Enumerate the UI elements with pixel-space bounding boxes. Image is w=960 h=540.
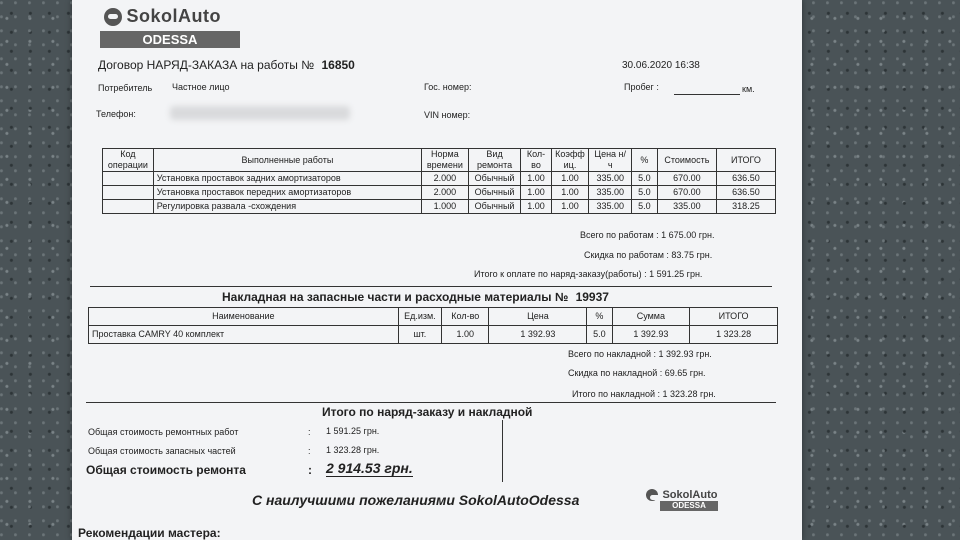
cell: 1.00	[521, 200, 551, 214]
logo-mark-icon	[646, 489, 658, 501]
mileage-underline	[674, 94, 740, 95]
footer-brand-city: ODESSA	[660, 501, 718, 511]
cell: 5.0	[631, 186, 657, 200]
colon: :	[308, 427, 311, 437]
col-header: Кол-во	[442, 308, 489, 326]
summary-divider	[502, 420, 503, 482]
cell: Обычный	[468, 186, 521, 200]
cell: 670.00	[657, 172, 716, 186]
divider	[86, 402, 776, 403]
col-header: Цена н/ч	[589, 149, 631, 172]
col-header: ИТОГО	[716, 149, 775, 172]
recommendations-label: Рекомендации мастера:	[78, 526, 221, 540]
col-header: Кол-во	[521, 149, 551, 172]
col-header: Сумма	[612, 308, 690, 326]
col-header: Цена	[489, 308, 587, 326]
cell: 1 323.28	[690, 326, 778, 344]
contract-title	[98, 58, 355, 72]
cell	[103, 200, 154, 214]
order-document	[72, 0, 802, 540]
overall-cost-label: Общая стоимость ремонта	[86, 463, 246, 477]
cell: 670.00	[657, 186, 716, 200]
invoice-to-pay: Итого по накладной : 1 323.28 грн.	[572, 389, 716, 399]
col-header: %	[587, 308, 612, 326]
wishes-text: С наилучшими пожеланиями SokolAutoOdessa	[252, 492, 580, 508]
col-header: Ед.изм.	[398, 308, 441, 326]
cell: 2.000	[422, 186, 469, 200]
cell: 1 392.93	[489, 326, 587, 344]
cell: 335.00	[589, 172, 631, 186]
col-header: Стоимость	[657, 149, 716, 172]
brand-logo	[104, 6, 221, 27]
cell: Проставка CAMRY 40 комплект	[89, 326, 399, 344]
plate-label: Гос. номер:	[424, 82, 472, 92]
col-header: Коэфф иц.	[551, 149, 589, 172]
cell: 1.00	[521, 172, 551, 186]
col-header: Вид ремонта	[468, 149, 521, 172]
phone-label: Телефон:	[96, 109, 136, 119]
consumer-value: Частное лицо	[172, 82, 230, 92]
cell: 5.0	[587, 326, 612, 344]
table-row	[103, 186, 776, 200]
redacted-phone	[170, 106, 350, 120]
colon: :	[308, 463, 312, 477]
contract-title-text: Договор НАРЯД-ЗАКАЗА на работы №	[98, 58, 315, 72]
cell: 5.0	[631, 172, 657, 186]
parts-cost-value: 1 323.28 грн.	[326, 445, 380, 455]
cell: Обычный	[468, 172, 521, 186]
cell: 1.000	[422, 200, 469, 214]
brand-name: SokolAuto	[126, 6, 221, 26]
parts-cost-label: Общая стоимость запасных частей	[88, 446, 236, 456]
table-row	[103, 172, 776, 186]
works-total: Всего по работам : 1 675.00 грн.	[580, 230, 715, 240]
repair-cost-value: 1 591.25 грн.	[326, 426, 380, 436]
col-header: Выполненные работы	[153, 149, 421, 172]
order-datetime: 30.06.2020 16:38	[622, 60, 700, 71]
summary-title: Итого по наряд-заказу и накладной	[322, 405, 533, 419]
cell	[103, 172, 154, 186]
col-header: Наименование	[89, 308, 399, 326]
invoice-total: Всего по накладной : 1 392.93 грн.	[568, 349, 712, 359]
overall-cost-value: 2 914.53 грн.	[326, 460, 413, 476]
invoice-title-text: Накладная на запасные части и расходные материалы №	[222, 290, 569, 304]
cell: Установка проставок передних амортизаторов	[153, 186, 421, 200]
cell: Установка проставок задних амортизаторов	[153, 172, 421, 186]
invoice-number: 19937	[575, 290, 609, 304]
cell: 1.00	[442, 326, 489, 344]
cell: 2.000	[422, 172, 469, 186]
cell: 335.00	[589, 186, 631, 200]
cell: 335.00	[589, 200, 631, 214]
cell: 5.0	[631, 200, 657, 214]
table-row	[89, 326, 778, 344]
cell: 1.00	[521, 186, 551, 200]
colon: :	[308, 446, 311, 456]
invoice-table	[88, 307, 778, 344]
col-header: Норма времени	[422, 149, 469, 172]
cell: 335.00	[657, 200, 716, 214]
cell: шт.	[398, 326, 441, 344]
cell: 1.00	[551, 186, 589, 200]
table-row	[103, 200, 776, 214]
cell: 636.50	[716, 186, 775, 200]
col-header: ИТОГО	[690, 308, 778, 326]
works-table	[102, 148, 776, 214]
brand-city: ODESSA	[100, 31, 240, 48]
footer-brand-name: SokolAuto	[662, 488, 718, 501]
mileage-label: Пробег :	[624, 82, 659, 92]
contract-number: 16850	[321, 58, 355, 72]
works-table-header	[103, 149, 776, 172]
consumer-label: Потребитель	[98, 83, 153, 93]
vin-label: VIN номер:	[424, 110, 471, 120]
logo-mark-icon	[104, 8, 122, 26]
cell: Регулировка развала -схождения	[153, 200, 421, 214]
cell: 318.25	[716, 200, 775, 214]
cell: 1.00	[551, 200, 589, 214]
works-discount: Скидка по работам : 83.75 грн.	[584, 250, 713, 260]
invoice-table-header	[89, 308, 778, 326]
col-header: Код операции	[103, 149, 154, 172]
col-header: %	[631, 149, 657, 172]
cell: Обычный	[468, 200, 521, 214]
invoice-title	[222, 290, 609, 304]
works-to-pay: Итого к оплате по наряд-заказу(работы) : 1 591.25 грн.	[474, 269, 703, 279]
invoice-discount: Скидка по накладной : 69.65 грн.	[568, 368, 706, 378]
repair-cost-label: Общая стоимость ремонтных работ	[88, 427, 239, 437]
cell	[103, 186, 154, 200]
cell: 636.50	[716, 172, 775, 186]
cell: 1.00	[551, 172, 589, 186]
cell: 1 392.93	[612, 326, 690, 344]
mileage-unit: км.	[742, 84, 755, 94]
divider	[90, 286, 772, 287]
